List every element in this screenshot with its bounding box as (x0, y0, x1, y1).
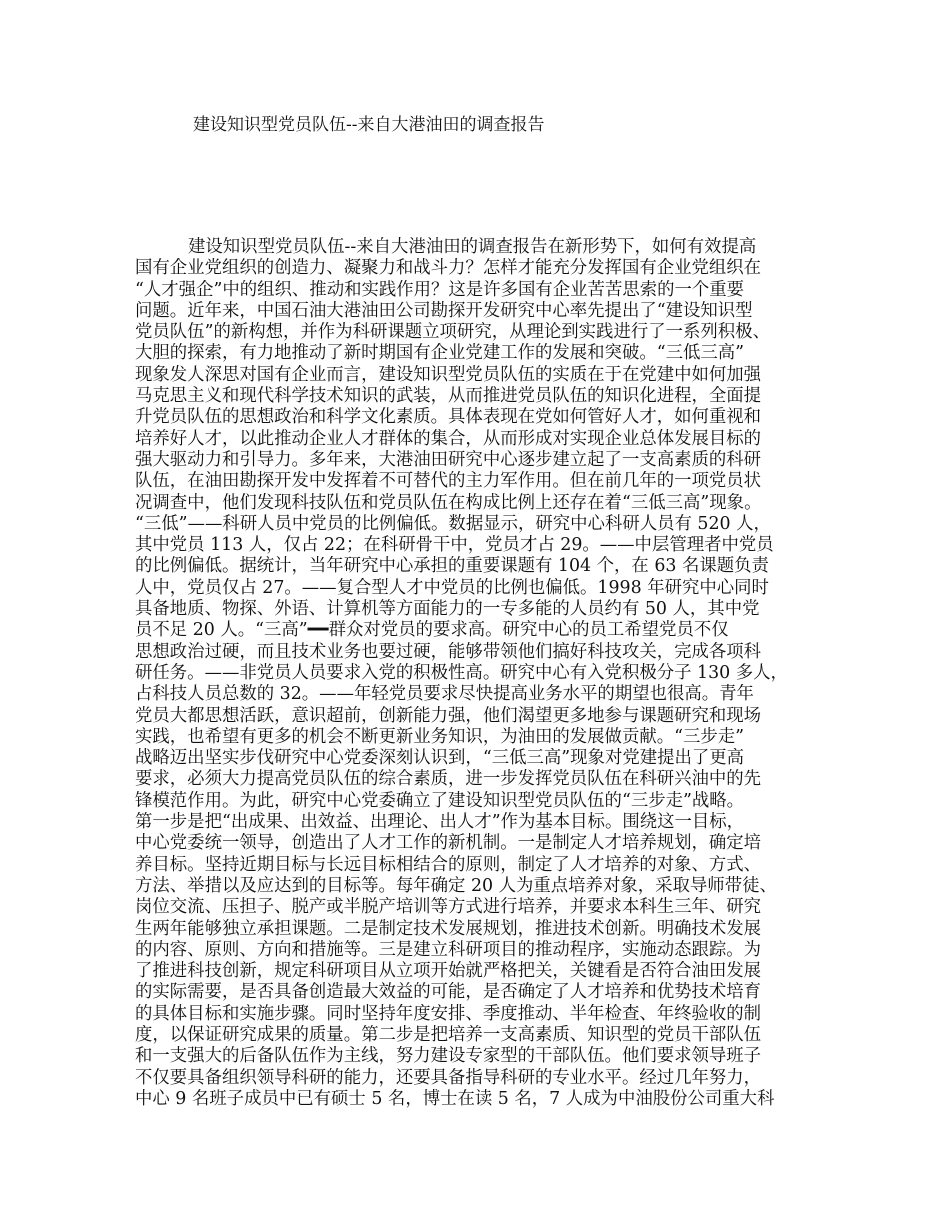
body-line: “人才强企”中的组织、推动和实践作用？这是许多国有企业苦苦思索的一个重要 (135, 279, 745, 300)
body-line: 培养好人才，以此推动企业人才群体的集合，从而形成对实现企业总体发展目标的 (135, 428, 762, 449)
body-line: 研任务。——非党员人员要求入党的积极性高。研究中心有入党积极分子 130 多人， (135, 662, 788, 683)
body-line: 了推进科技创新，规定科研项目从立项开始就严格把关，关键看是否符合油田发展 (135, 961, 762, 982)
body-line: 锋模范作用。为此，研究中心党委确立了建设知识型党员队伍的“三步走”战略。 (135, 790, 745, 811)
body-line: 的具体目标和实施步骤。同时坚持年度安排、季度推动、半年检查、年终验收的制 (135, 1003, 762, 1024)
body-line: 况调查中，他们发现科技队伍和党员队伍在构成比例上还存在着“三低三高”现象。 (135, 492, 762, 513)
body-line: 国有企业党组织的创造力、凝聚力和战斗力？怎样才能充分发挥国有企业党组织在 (135, 258, 762, 279)
body-line: “三低”——科研人员中党员的比例偏低。数据显示，研究中心科研人员有 520 人， (135, 513, 771, 534)
body-line: 马克思主义和现代科学技术知识的武装，从而推进党员队伍的知识化进程，全面提 (135, 386, 762, 407)
body-line: 要求，必须大力提高党员队伍的综合素质，进一步发挥党员队伍在科研兴油中的先 (135, 769, 762, 790)
body-line: 强大驱动力和引导力。多年来，大港油田研究中心逐步建立起了一支高素质的科研 (135, 449, 762, 470)
body-line: 实践，也希望有更多的机会不断更新业务知识，为油田的发展做贡献。“三步走” (135, 726, 745, 747)
body-line: 的实际需要，是否具备创造最大效益的可能，是否确定了人才培养和优势技术培育 (135, 982, 762, 1003)
body-line: 方法、举措以及应达到的目标等。每年确定 20 人为重点培养对象，采取导师带徒、 (135, 875, 777, 896)
body-line: 问题。近年来，中国石油大港油田公司勘探开发研究中心率先提出了“建设知识型 (135, 300, 753, 321)
body-line: 和一支强大的后备队伍作为主线，努力建设专家型的干部队伍。他们要求领导班子 (135, 1046, 762, 1067)
body-line: 生两年能够独立承担课题。二是制定技术发展规划，推进技术创新。明确技术发展 (135, 918, 762, 939)
body-line: 第一步是把“出成果、出效益、出理论、出人才”作为基本目标。围绕这一目标， (135, 812, 745, 833)
body-line: 不仅要具备组织领导科研的能力，还要具备指导科研的专业水平。经过几年努力， (135, 1067, 762, 1088)
body-line: 党员队伍”的新构想，并作为科研课题立项研究，从理论到实践进行了一系列积极、 (135, 322, 770, 343)
body-line: 战略迈出坚实步伐研究中心党委深刻认识到，“三低三高”现象对党建提出了更高 (135, 748, 745, 769)
body-line: 中心 9 名班子成员中已有硕士 5 名，博士在读 5 名，7 人成为中油股份公司重大科 (135, 1088, 775, 1109)
body-line: 员不足 20 人。“三高”━━群众对党员的要求高。研究中心的员工希望党员不仅 (135, 620, 729, 641)
body-line: 的比例偏低。据统计，当年研究中心承担的重要课题有 104 个，在 63 名课题负责 (135, 556, 769, 577)
body-line: 队伍，在油田勘探开发中发挥着不可替代的主力军作用。但在前几年的一项党员状 (135, 471, 762, 492)
body-line: 升党员队伍的思想政治和科学文化素质。具体表现在党如何管好人才，如何重视和 (135, 407, 762, 428)
body-line: 党员大都思想活跃，意识超前，创新能力强，他们渴望更多地参与课题研究和现场 (135, 705, 762, 726)
document-title: 建设知识型党员队伍--来自大港油田的调查报告 (193, 115, 545, 135)
body-line: 现象发人深思对国有企业而言，建设知识型党员队伍的实质在于在党建中如何加强 (135, 364, 762, 385)
body-line: 的内容、原则、方向和措施等。三是建立科研项目的推动程序，实施动态跟踪。为 (135, 939, 762, 960)
body-line: 具备地质、物探、外语、计算机等方面能力的一专多能的人员约有 50 人，其中党 (135, 599, 760, 620)
body-line: 建设知识型党员队伍--来自大港油田的调查报告在新形势下，如何有效提高 (188, 237, 757, 257)
body-line: 其中党员 113 人，仅占 22；在科研骨干中，党员才占 29。——中层管理者中党员 (135, 535, 774, 556)
body-line: 中心党委统一领导，创造出了人才工作的新机制。一是制定人才培养规划，确定培 (135, 833, 762, 854)
body-line: 人中，党员仅占 27。——复合型人才中党员的比例也偏低。1998 年研究中心同时 (135, 577, 769, 598)
body-line: 养目标。坚持近期目标与长远目标相结合的原则，制定了人才培养的对象、方式、 (135, 854, 762, 875)
document-body (135, 237, 825, 1110)
body-line: 大胆的探索，有力地推动了新时期国有企业党建工作的发展和突破。“三低三高” (135, 343, 745, 364)
body-line: 思想政治过硬，而且技术业务也要过硬，能够带领他们搞好科技攻关，完成各项科 (135, 641, 762, 662)
body-line: 占科技人员总数的 32。——年轻党员要求尽快提高业务水平的期望也很高。青年 (135, 684, 754, 705)
body-line: 岗位交流、压担子、脱产或半脱产培训等方式进行培养，并要求本科生三年、研究 (135, 897, 762, 918)
body-line: 度，以保证研究成果的质量。第二步是把培养一支高素质、知识型的党员干部队伍 (135, 1024, 762, 1045)
